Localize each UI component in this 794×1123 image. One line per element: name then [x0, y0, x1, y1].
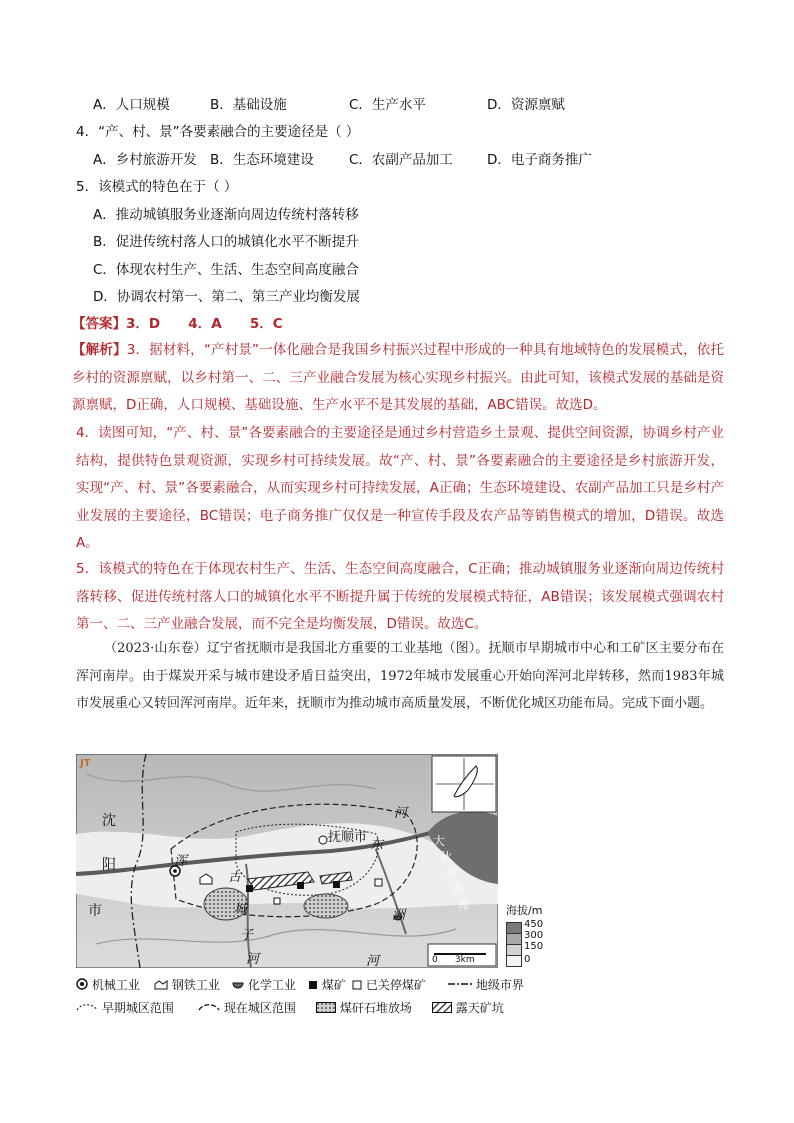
label-zi: 子 — [240, 928, 254, 943]
label-shui: 水 — [452, 882, 465, 896]
brand-icon: JT — [80, 758, 91, 769]
legend-boundary-label: 地级市界 — [475, 978, 524, 992]
q5-stem: 5．该模式的特色在于（ ） — [76, 179, 238, 195]
q3-option-c: C．生产水平 — [349, 97, 426, 113]
label-zhou: 洲 — [392, 908, 406, 923]
answer-line — [72, 315, 283, 333]
legend-gangue — [316, 999, 412, 1016]
coal-mine-3 — [333, 881, 340, 888]
analysis-p3-text: 3．据材料，“产村景”一体化融合是我国乡村振兴过程中形成的一种具有地域特色的发展模式，依托乡村的资源禀赋，以乡村第一、二、三产业融合发展为核心实现乡村振兴。由此可知，该模式发展的基础是资源禀赋，D正确，人口规模、基础设施、生产水平不是其发展的基础，ABC错误。故选D。 — [72, 342, 724, 413]
label-cheng: 城 — [234, 902, 248, 917]
legend-boundary — [448, 976, 524, 993]
label-dong: 东 — [370, 838, 384, 853]
legend-early-urban — [76, 999, 174, 1016]
coal-mine-icon — [308, 980, 318, 990]
q4-option-a: A．乡村旅游开发 — [93, 152, 197, 168]
label-fushun-city: 抚顺市 — [328, 830, 368, 845]
elevation-swatch-0 — [506, 955, 522, 967]
closed-mine-2 — [375, 879, 382, 886]
legend-coal-mine — [308, 976, 346, 993]
city-center-icon — [319, 836, 327, 844]
label-fang: 房 — [446, 866, 459, 880]
legend-current-urban — [198, 999, 296, 1016]
label-hun: 浑 — [174, 854, 188, 869]
steel-icon — [154, 978, 168, 990]
gangue-icon — [316, 1002, 336, 1013]
legend-chemical — [232, 976, 296, 993]
answer-value: 3．D 4．A 5．C — [126, 316, 283, 332]
label-shi: 市 — [88, 903, 102, 919]
q5-option-c: C．体现农村生产、生活、生态空间高度融合 — [93, 262, 359, 278]
legend-open-pit — [432, 999, 504, 1016]
q3-option-a: A．人口规模 — [93, 97, 170, 113]
map-legend-row2 — [76, 999, 536, 1017]
question-intro — [76, 635, 724, 718]
elevation-0: 0 — [524, 954, 531, 965]
legend-coal-mine-label: 煤矿 — [321, 978, 346, 992]
boundary-line-icon — [448, 979, 472, 989]
open-pit-icon — [432, 1002, 452, 1013]
coal-mine-2 — [297, 882, 304, 889]
legend-early-urban-label: 早期城区范围 — [101, 1001, 174, 1015]
q5-option-d: D．协调农村第一、第二、第三产业均衡发展 — [93, 289, 360, 305]
map-svg — [76, 754, 498, 968]
elevation-450: 450 — [524, 919, 544, 930]
map-legend-row1 — [76, 976, 536, 994]
scale-text: 0 3km — [432, 955, 475, 965]
elevation-300: 300 — [524, 930, 544, 941]
label-da: 大 — [433, 834, 446, 848]
fushun-map — [76, 754, 498, 968]
elevation-legend — [506, 902, 566, 972]
legend-closed-mine-label: 已关停煤矿 — [365, 978, 426, 992]
intro-text: 辽宁省抚顺市是我国北方重要的工业基地（图）。抚顺市早期城市中心和工矿区主要分布在浑河南岸。由于煤炭开采与城市建设矛盾日益突出，1972年城市发展重心开始向浑河北岸转移，然而1983年城市发展重心又转回浑河南岸。近年来，抚顺市为推动城市高质量发展，不断优化城区功能布局。完成下面小题。 — [76, 641, 724, 711]
closed-mine-icon — [352, 980, 362, 990]
q4-stem: 4．“产、村、景”各要素融合的主要途径是（ ） — [76, 124, 360, 140]
label-guchengzi-he: 河 — [246, 952, 260, 967]
analysis-label: 【解析】 — [72, 342, 127, 358]
legend-steel — [154, 976, 220, 993]
q5-option-a: A．推动城镇服务业逐渐向周边传统村落转移 — [93, 207, 359, 223]
q4-option-b: B．生态环境建设 — [210, 152, 314, 168]
machinery-icon — [76, 978, 88, 990]
q3-option-b: B．基础设施 — [210, 97, 287, 113]
label-dongzhou-he: 河 — [366, 954, 380, 969]
label-huo: 伙 — [440, 850, 453, 864]
q3-option-d: D．资源禀赋 — [487, 97, 565, 113]
q5-option-b: B．促进传统村落人口的城镇化水平不断提升 — [93, 234, 359, 250]
analysis-p5: 5．该模式的特色在于体现农村生产、生活、生态空间高度融合，C正确；推动城镇服务业逐渐向周边传统村落转移、促进传统村落人口的城镇化水平不断提升属于传统的发展模式特征，AB错误；该发展模式强调农村第一、二、三产业融合发展，而不完全是均衡发展，D错误。故选C。 — [76, 561, 724, 632]
closed-mine-1 — [274, 898, 280, 904]
coal-mine-1 — [246, 885, 253, 892]
analysis-p3 — [72, 337, 724, 420]
legend-current-urban-label: 现在城区范围 — [223, 1001, 296, 1015]
legend-open-pit-label: 露天矿坑 — [455, 1001, 504, 1015]
label-yang: 阳 — [102, 857, 116, 873]
legend-steel-label: 钢铁工业 — [171, 978, 220, 992]
q4-option-c: C．农副产品加工 — [349, 152, 453, 168]
legend-closed-mine — [352, 976, 426, 993]
early-urban-icon — [76, 1002, 98, 1012]
label-river-he: 河 — [394, 806, 408, 821]
current-urban-icon — [198, 1002, 220, 1012]
analysis-p4: 4．读图可知，“产、村、景”各要素融合的主要途径是通过乡村营造乡土景观、提供空间资源，协调乡村产业结构，提供特色景观资源，实现乡村可持续发展。故“产、村、景”各要素融合的主要途径是乡村旅游开发，实现“产、村、景”各要素融合，从而实现乡村可持续发展，A正确；生态环境建设、农副产品加工只是乡村产业发展的主要途径，BC错误；电子商务推广仅仅是一种宣传手段及农产品等销售模式的增加，D错误。故选A。 — [76, 425, 724, 551]
legend-chemical-label: 化学工业 — [247, 978, 296, 992]
gangue-pile-2 — [304, 894, 348, 918]
legend-gangue-label: 煤矸石堆放场 — [339, 1001, 412, 1015]
label-shen: 沈 — [102, 813, 116, 829]
elevation-title: 海拔/m — [506, 904, 543, 917]
legend-machinery — [76, 976, 140, 993]
label-gu: 古 — [228, 870, 242, 885]
label-ku: 库 — [458, 898, 471, 912]
answer-label: 【答案】 — [72, 316, 126, 332]
legend-machinery-label: 机械工业 — [91, 978, 140, 992]
elevation-150: 150 — [524, 941, 544, 952]
q4-option-d: D．电子商务推广 — [487, 152, 592, 168]
intro-source: （2023·山东卷） — [104, 641, 207, 656]
chemical-icon — [232, 978, 244, 990]
